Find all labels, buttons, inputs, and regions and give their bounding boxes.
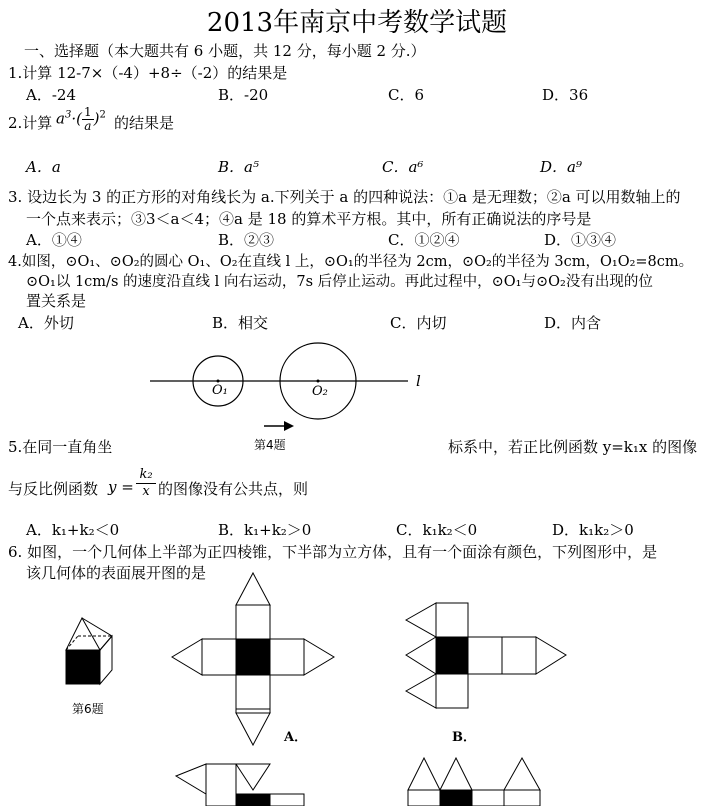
q4-label-l: l	[416, 372, 421, 390]
q5-option-c: C．k₁k₂＜0	[396, 521, 478, 539]
q6-net-b-label: B．	[452, 730, 476, 745]
q4-line2: ⊙O₁以 1cm/s 的速度沿直线 l 向右运动，7s 后停止运动。再此过程中，⊙O₁与⊙O₂没有出现的位	[26, 274, 653, 290]
q5-line2-suffix: 的图像没有公共点，则	[158, 480, 309, 498]
q1-option-d: D．36	[542, 86, 589, 104]
q4-option-a: A．外切	[18, 314, 74, 332]
q6-line2: 该几何体的表面展开图的是	[26, 564, 207, 582]
q5-line2-prefix: 与反比例函数	[8, 480, 99, 498]
q4-option-d: D．内含	[544, 314, 602, 332]
section-heading: 一、选择题（本大题共有 6 小题，共 12 分，每小题 2 分.）	[24, 42, 426, 60]
q1-option-b: B．-20	[218, 86, 269, 104]
q4-figure-caption: 第4题	[254, 438, 286, 452]
q5-line1-right: 标系中，若正比例函数 y=k₁x 的图像	[448, 438, 698, 456]
q6-figure-caption: 第6题	[72, 702, 104, 716]
q3-line2: 一个点来表示；③3＜a＜4；④a 是 18 的算术平方根。其中，所有正确说法的序号是	[26, 210, 592, 228]
q4-line3: 置关系是	[26, 292, 87, 310]
q4-label-o2: O₂	[312, 384, 328, 399]
q3-option-a: A．①④	[26, 231, 82, 249]
q3-option-b: B．②③	[218, 231, 275, 249]
q5-option-b: B．k₁+k₂＞0	[218, 521, 312, 539]
q3-option-c: C．①②④	[388, 231, 460, 249]
q4-line1: 4.如图，⊙O₁、⊙O₂的圆心 O₁、O₂在直线 l 上，⊙O₁的半径为 2cm，⊙O₂的半径为 3cm，O₁O₂=8cm。	[8, 254, 694, 270]
q2-stem-prefix: 2.计算	[8, 114, 53, 132]
q1-option-a: A．-24	[26, 86, 76, 104]
q2-option-a: A．a	[26, 158, 61, 176]
q4-label-o1: O₁	[212, 383, 228, 398]
q2-option-d: D．a⁹	[540, 158, 582, 176]
q2-option-c: C．a⁶	[382, 158, 424, 176]
q5-frac-den: x	[142, 484, 150, 499]
q2-option-b: B．a⁵	[218, 158, 259, 176]
q5-option-d: D．k₁k₂＞0	[552, 521, 634, 539]
q5-option-a: A．k₁+k₂＜0	[26, 521, 120, 539]
q1-stem: 1.计算 12-7×（-4）+8÷（-2）的结果是	[8, 64, 288, 82]
q4-option-c: C．内切	[390, 314, 447, 332]
q3-line1: 3. 设边长为 3 的正方形的对角线长为 a.下列关于 a 的四种说法：①a 是无理数；②a 可以用数轴上的	[8, 188, 681, 206]
q2-expression: $a^3\cdot$( $\frac{1}{a}$ )$^2$	[56, 105, 106, 133]
q3-option-d: D．①③④	[544, 231, 617, 249]
q1-option-c: C．6	[388, 86, 425, 104]
q6-line1: 6. 如图，一个几何体上半部为正四棱锥，下半部为立方体，且有一个面涂有颜色，下列图形中，是	[8, 543, 658, 561]
q2-stem-suffix: 的结果是	[114, 114, 175, 132]
q4-option-b: B．相交	[212, 314, 269, 332]
page-title: 2013年南京中考数学试题	[206, 8, 508, 38]
q6-net-a-label: A．	[284, 730, 308, 745]
q5-frac-num: k₂	[136, 467, 156, 484]
q5-line1-left: 5.在同一直角坐	[8, 438, 113, 456]
q5-y-equals: y =	[108, 478, 134, 496]
